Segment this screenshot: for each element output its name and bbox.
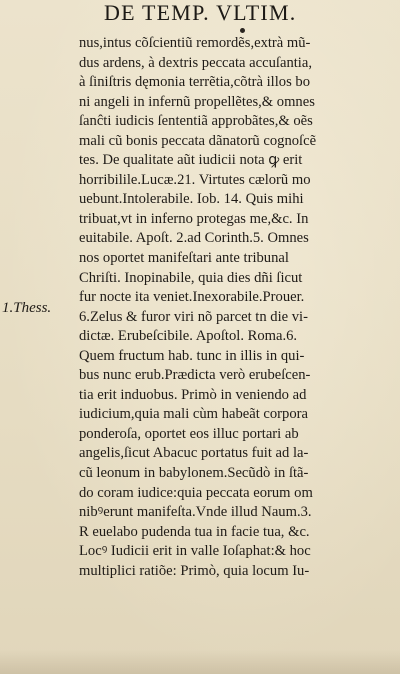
text-line: euitabile. Apoſt. 2.ad Corinth.5. Omnes: [79, 230, 309, 247]
marginal-note: 1.Thess.: [2, 300, 52, 316]
body-text: [79, 34, 393, 581]
text-line: ſanĉti iudicis ſententiã approbãtes,& oẽs: [79, 113, 313, 130]
text-line: tes. De qualitate aũt iudicii nota ꝙ erit: [79, 152, 303, 169]
text-line: nus,intus cõſcientiũ remordẽs,extrà mũ-: [79, 35, 311, 51]
text-line: 6.Zelus & furor viri nõ parcet tn die vi-: [79, 308, 308, 325]
text-line: bus nunc erub.Prædicta verò erubeſcen-: [79, 367, 311, 384]
text-line: R euelabo pudenda tua in facie tua, &c.: [79, 523, 310, 540]
text-line: horribilile.Lucæ.21. Virtutes cælorũ mo: [79, 171, 311, 188]
text-line: mali cũ bonis peccata dãnatorũ cognoſcẽ: [79, 132, 317, 149]
text-line: tia erit induobus. Primò in veniendo ad: [79, 386, 307, 403]
text-line: Chriſti. Inopinabile, quia dies dñi ſicut: [79, 269, 303, 286]
text-line: Quem fructum hab. tunc in illis in qui-: [79, 347, 305, 364]
text-line: angelis,ſicut Abacuc portatus fuit ad la-: [79, 445, 309, 462]
ornament-dot: [240, 28, 245, 33]
text-line: nos oportet manifeſtari ante tribunal: [79, 250, 289, 267]
text-line: cũ leonum in babylonem.Secũdò in ſtã-: [79, 465, 309, 482]
text-line: fur nocte ita veniet.Inexorabile.Prouer.: [79, 289, 305, 306]
text-line: à ſiniſtris dęmonia terrẽtia,cõtrà illos bo: [79, 74, 310, 91]
text-line: tribuat,vt in inferno protegas me,&c. In: [79, 210, 309, 227]
text-line: Locꝰ Iudicii erit in valle Ioſaphat:& hoc: [79, 543, 311, 560]
text-line: dictæ. Erubeſcibile. Apoſtol. Roma.6.: [79, 328, 298, 345]
text-line: do coram iudice:quia peccata eorum om: [79, 484, 313, 501]
text-line: ponderoſa, oportet eos illuc portari ab: [79, 425, 299, 442]
text-line: dus ardens, à dextris peccata accuſantia,: [79, 54, 312, 71]
text-line: iudicium,quia mali cùm habeãt corpora: [79, 406, 308, 423]
text-line: uebunt.Intolerabile. Iob. 14. Quis mihi: [79, 191, 304, 208]
page-edge-shadow: [0, 650, 400, 674]
running-head: DE TEMP. VLTIM.: [104, 0, 297, 25]
text-line: multiplici ratiõe: Primò, quia locum Iu-: [79, 562, 310, 579]
text-line: nibꝰerunt manifeſta.Vnde illud Naum.3.: [79, 504, 312, 521]
text-line: ni angeli in infernũ propellẽtes,& omnes: [79, 93, 315, 110]
